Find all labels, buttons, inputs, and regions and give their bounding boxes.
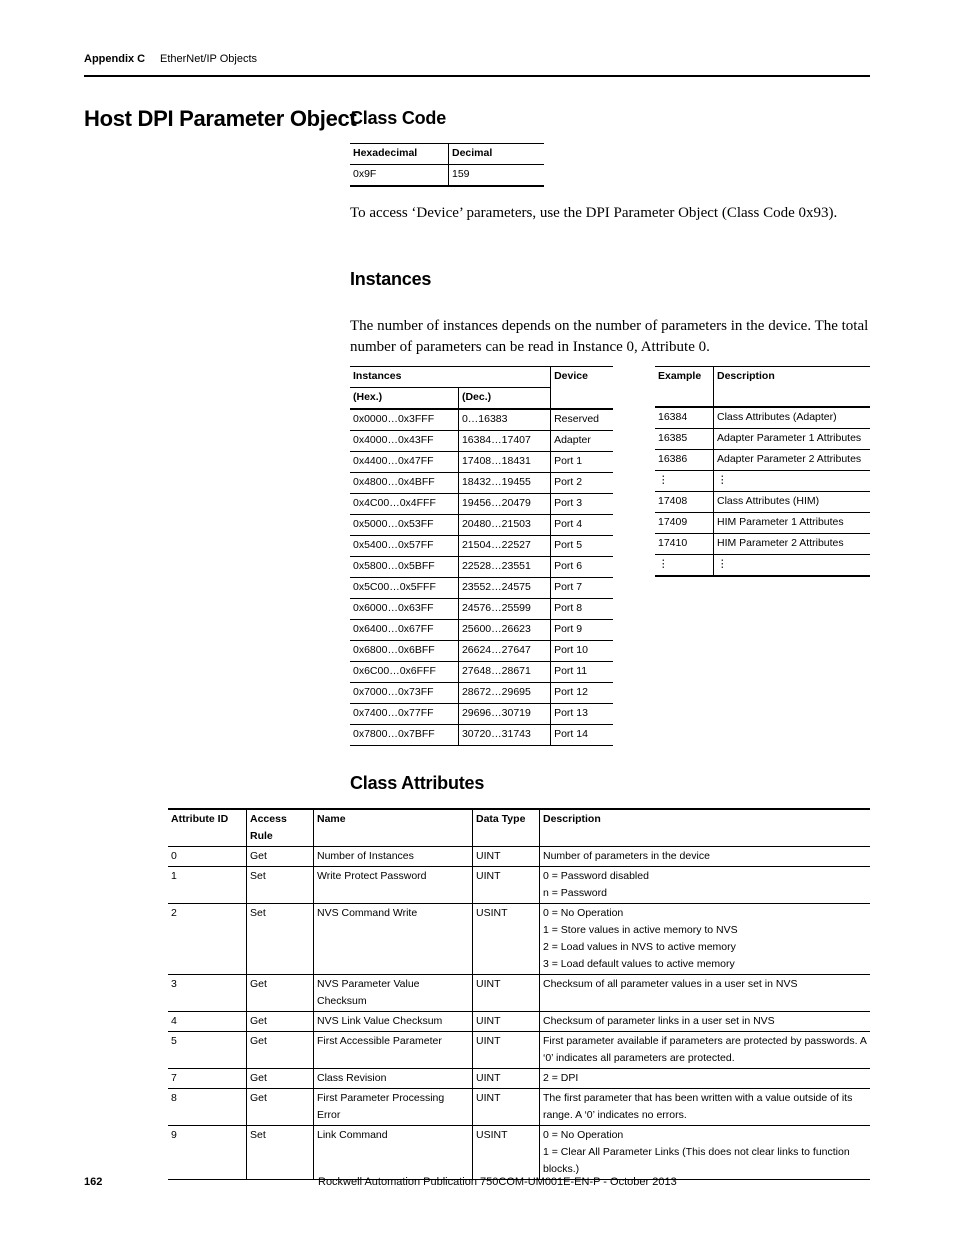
column-header: Device: [554, 370, 588, 382]
description-line: 0 = Password disabled: [543, 870, 649, 882]
table-cell: First Accessible Parameter: [314, 1032, 473, 1069]
table-cell: 7: [168, 1069, 247, 1089]
description-line: 2 = DPI: [543, 1072, 579, 1084]
description-line: The first parameter that has been written with a value outside of its range. A ‘0’ indicates no errors.: [543, 1092, 853, 1121]
table-row: [350, 431, 613, 452]
column-header: Instances: [350, 367, 551, 388]
table-cell: Port 5: [554, 539, 583, 551]
table-cell: NVS Link Value Checksum: [314, 1012, 473, 1032]
table-row: [350, 452, 613, 473]
table-row: [655, 407, 870, 429]
table-cell: UINT: [473, 975, 540, 1012]
table-header-row: [655, 367, 870, 408]
table-cell: 0x6C00…0x6FFF: [350, 662, 458, 683]
column-header: (Hex.): [350, 388, 458, 410]
table-cell: HIM Parameter 1 Attributes: [717, 516, 844, 528]
table-cell: 16384: [655, 407, 714, 429]
table-row: [350, 165, 544, 187]
table-row: [350, 725, 613, 746]
header-rule: [84, 75, 870, 77]
class-attributes-heading: Class Attributes: [350, 773, 485, 793]
table-cell: Get: [247, 1032, 314, 1069]
table-header-row: [350, 144, 544, 165]
class-attributes-table-body: [168, 847, 870, 1180]
table-row: [350, 409, 613, 431]
table-cell: UINT: [473, 867, 540, 904]
description-cell: [540, 975, 871, 1012]
table-cell: NVS Parameter Value Checksum: [314, 975, 473, 1012]
table-cell: 0x7000…0x73FF: [350, 683, 458, 704]
table-cell: 29696…30719: [458, 704, 550, 725]
table-row: [168, 1089, 870, 1126]
header-section: EtherNet/IP Objects: [160, 53, 258, 65]
table-cell: 8: [168, 1089, 247, 1126]
page-number: 162: [84, 1176, 103, 1188]
table-cell: Get: [247, 847, 314, 867]
table-cell: Adapter Parameter 1 Attributes: [717, 432, 862, 444]
table-cell: 30720…31743: [458, 725, 550, 746]
table-cell: ⋮: [717, 474, 728, 486]
table-cell: First Parameter Processing Error: [314, 1089, 473, 1126]
description-cell: [540, 1126, 871, 1180]
table-row: [168, 1126, 870, 1180]
table-cell: Write Protect Password: [314, 867, 473, 904]
table-cell: 21504…22527: [458, 536, 550, 557]
table-cell: 17410: [655, 534, 714, 555]
description-line: 0 = No Operation: [543, 907, 624, 919]
column-header: Example: [655, 367, 714, 408]
table-cell: Get: [247, 1069, 314, 1089]
description-line: 0 = No Operation: [543, 1129, 624, 1141]
table-cell: 27648…28671: [458, 662, 550, 683]
table-row: [655, 513, 870, 534]
table-row: [168, 847, 870, 867]
table-cell: UINT: [473, 1012, 540, 1032]
table-cell: 0x6800…0x6BFF: [350, 641, 458, 662]
column-header: Name: [314, 809, 473, 847]
description-line: 1 = Clear All Parameter Links (This does not clear links to function blocks.): [543, 1146, 850, 1175]
column-header: Access Rule: [247, 809, 314, 847]
table-cell: Port 14: [554, 728, 588, 740]
description-cell: [540, 904, 871, 975]
table-cell: Set: [247, 1126, 314, 1180]
page-title: Host DPI Parameter Object: [84, 106, 357, 131]
table-cell: 0x4C00…0x4FFF: [350, 494, 458, 515]
column-header: Decimal: [452, 147, 493, 159]
table-cell: 0x4800…0x4BFF: [350, 473, 458, 494]
header-appendix: Appendix C: [84, 53, 146, 65]
table-cell: NVS Command Write: [314, 904, 473, 975]
table-cell: ⋮: [655, 471, 714, 492]
instances-table: [350, 366, 613, 746]
table-row: [655, 429, 870, 450]
table-cell: 0x7400…0x77FF: [350, 704, 458, 725]
table-cell: Class Attributes (Adapter): [717, 411, 837, 423]
table-row: [168, 975, 870, 1012]
table-cell: Port 3: [554, 497, 583, 509]
table-row: [350, 620, 613, 641]
table-cell: 0x0000…0x3FFF: [350, 409, 458, 431]
table-cell: 3: [168, 975, 247, 1012]
table-cell: Port 11: [554, 665, 588, 677]
column-header: Description: [543, 813, 601, 825]
instances-heading: Instances: [350, 269, 432, 289]
table-row: [350, 557, 613, 578]
table-cell: USINT: [473, 1126, 540, 1180]
table-cell: 28672…29695: [458, 683, 550, 704]
table-cell: 20480…21503: [458, 515, 550, 536]
column-header: Attribute ID: [168, 809, 247, 847]
table-header-row: [350, 367, 613, 388]
table-cell: 24576…25599: [458, 599, 550, 620]
table-cell: 5: [168, 1032, 247, 1069]
table-row: [655, 450, 870, 471]
table-cell: UINT: [473, 1089, 540, 1126]
table-row: [168, 1032, 870, 1069]
table-row: [168, 867, 870, 904]
table-cell: Set: [247, 904, 314, 975]
description-cell: [540, 1012, 871, 1032]
table-cell: 17408…18431: [458, 452, 550, 473]
table-cell: ⋮: [717, 558, 728, 570]
table-row: [350, 683, 613, 704]
table-cell: Port 2: [554, 476, 583, 488]
table-cell: 0x5800…0x5BFF: [350, 557, 458, 578]
table-cell: 16386: [655, 450, 714, 471]
table-cell: Class Attributes (HIM): [717, 495, 820, 507]
table-cell: 0x6400…0x67FF: [350, 620, 458, 641]
table-cell: 0x7800…0x7BFF: [350, 725, 458, 746]
table-cell: 0x5C00…0x5FFF: [350, 578, 458, 599]
table-cell: Reserved: [554, 413, 600, 425]
description-cell: [540, 847, 871, 867]
description-line: 3 = Load default values to active memory: [543, 958, 735, 970]
class-code-table: [350, 143, 544, 187]
table-cell: UINT: [473, 1069, 540, 1089]
table-cell: 0x5000…0x53FF: [350, 515, 458, 536]
column-header: (Dec.): [458, 388, 550, 410]
instances-table-body: [350, 409, 613, 746]
table-row: [350, 599, 613, 620]
table-cell: Get: [247, 1089, 314, 1126]
column-header: Data Type: [473, 809, 540, 847]
table-row: [350, 641, 613, 662]
table-cell: Port 1: [554, 455, 583, 467]
table-cell: 159: [452, 168, 470, 180]
table-cell: Port 12: [554, 686, 588, 698]
table-cell: 0…16383: [458, 409, 550, 431]
table-row: [655, 534, 870, 555]
column-header: Description: [717, 370, 775, 382]
table-cell: 0: [168, 847, 247, 867]
description-cell: [540, 1089, 871, 1126]
table-cell: Port 10: [554, 644, 588, 656]
table-row: [350, 494, 613, 515]
table-cell: 0x5400…0x57FF: [350, 536, 458, 557]
description-line: First parameter available if parameters are protected by passwords. A ‘0’ indicates all parameters are protected.: [543, 1035, 867, 1064]
table-cell: 0x6000…0x63FF: [350, 599, 458, 620]
table-cell: HIM Parameter 2 Attributes: [717, 537, 844, 549]
table-cell: Port 8: [554, 602, 583, 614]
table-row: [350, 515, 613, 536]
instances-intro: The number of instances depends on the number of parameters in the device. The total number of parameters can be read in Instance 0, Attribute 0.: [350, 318, 869, 355]
table-cell: 23552…24575: [458, 578, 550, 599]
table-row: [350, 473, 613, 494]
table-row: [350, 536, 613, 557]
publication-info: Rockwell Automation Publication 750COM-UM001E-EN-P - October 2013: [318, 1176, 677, 1188]
table-cell: Port 6: [554, 560, 583, 572]
description-cell: [540, 1032, 871, 1069]
table-header-row: [168, 809, 870, 847]
table-cell: 2: [168, 904, 247, 975]
description-line: 1 = Store values in active memory to NVS: [543, 924, 738, 936]
table-cell: Set: [247, 867, 314, 904]
description-line: 2 = Load values in NVS to active memory: [543, 941, 736, 953]
table-cell: 9: [168, 1126, 247, 1180]
table-cell: 4: [168, 1012, 247, 1032]
example-table-body: [655, 407, 870, 576]
description-cell: [540, 867, 871, 904]
table-cell: Port 4: [554, 518, 583, 530]
table-row: [350, 662, 613, 683]
description-cell: [540, 1069, 871, 1089]
table-cell: UINT: [473, 847, 540, 867]
class-code-heading: Class Code: [350, 108, 447, 128]
table-cell: Number of Instances: [314, 847, 473, 867]
table-cell: 22528…23551: [458, 557, 550, 578]
table-cell: 19456…20479: [458, 494, 550, 515]
table-row: [350, 704, 613, 725]
table-cell: 26624…27647: [458, 641, 550, 662]
class-code-note: To access ‘Device’ parameters, use the DPI Parameter Object (Class Code 0x93).: [350, 205, 838, 221]
table-cell: 18432…19455: [458, 473, 550, 494]
table-cell: Adapter: [554, 434, 591, 446]
table-row: [655, 555, 870, 577]
description-line: n = Password: [543, 887, 607, 899]
table-cell: 25600…26623: [458, 620, 550, 641]
table-cell: 0x4400…0x47FF: [350, 452, 458, 473]
column-header: Hexadecimal: [350, 144, 449, 165]
table-cell: 1: [168, 867, 247, 904]
table-cell: ⋮: [655, 555, 714, 577]
table-cell: USINT: [473, 904, 540, 975]
table-row: [168, 904, 870, 975]
example-instances-table: [655, 366, 870, 577]
table-cell: 17409: [655, 513, 714, 534]
description-line: Checksum of parameter links in a user set in NVS: [543, 1015, 775, 1027]
table-row: [168, 1069, 870, 1089]
table-row: [655, 471, 870, 492]
table-cell: UINT: [473, 1032, 540, 1069]
description-line: Number of parameters in the device: [543, 850, 710, 862]
table-cell: Link Command: [314, 1126, 473, 1180]
table-cell: 16384…17407: [458, 431, 550, 452]
table-row: [168, 1012, 870, 1032]
table-cell: 16385: [655, 429, 714, 450]
table-cell: Get: [247, 1012, 314, 1032]
table-row: [350, 578, 613, 599]
table-row: [655, 492, 870, 513]
table-cell: Port 9: [554, 623, 583, 635]
table-cell: Port 7: [554, 581, 583, 593]
table-cell: Class Revision: [314, 1069, 473, 1089]
table-cell: 17408: [655, 492, 714, 513]
table-cell: Port 13: [554, 707, 588, 719]
table-cell: Adapter Parameter 2 Attributes: [717, 453, 862, 465]
description-line: Checksum of all parameter values in a user set in NVS: [543, 978, 798, 990]
table-cell: 0x4000…0x43FF: [350, 431, 458, 452]
table-cell: Get: [247, 975, 314, 1012]
class-attributes-table: [168, 808, 870, 1180]
table-cell: 0x9F: [350, 165, 449, 187]
